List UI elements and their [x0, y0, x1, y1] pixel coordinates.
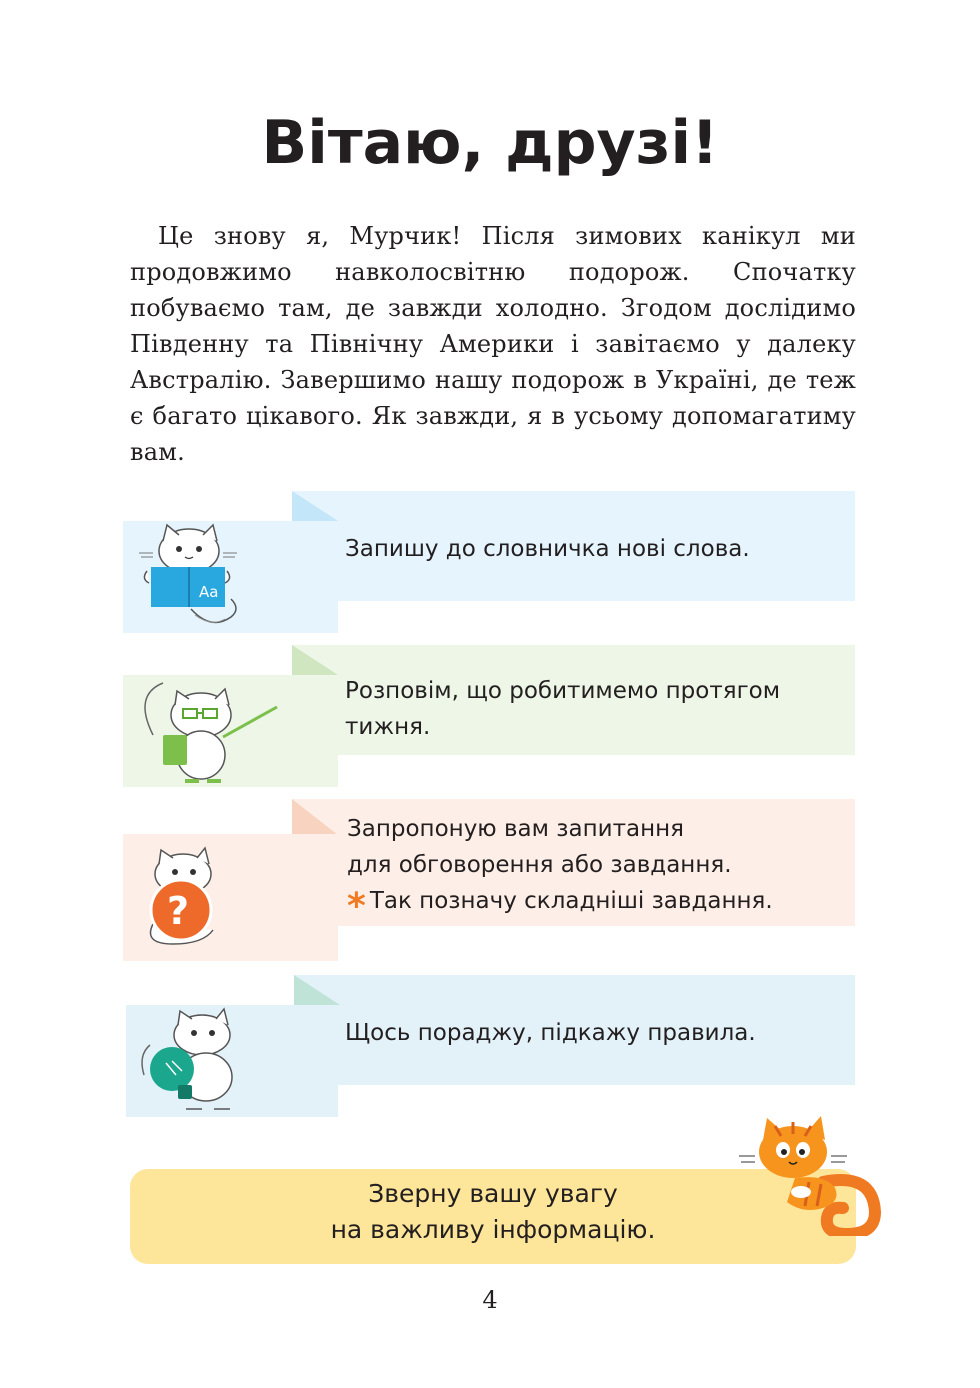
info-block-vocabulary — [123, 491, 855, 633]
info-block-weekly-plan — [123, 645, 855, 787]
block-text-line: Запропоную вам запитання — [347, 816, 685, 842]
info-block-tips — [123, 975, 855, 1117]
svg-text:?: ? — [167, 889, 190, 933]
page-number: 4 — [482, 1286, 498, 1314]
intro-paragraph: Це знову я, Мурчик! Після зимових канікул ми продовжимо навколосвітню подорож. Спочатку побуваємо там, де завжди холодно. Згодом дослідимо Південну та Північну Америки і завітаємо у далеку Австралію. Завершимо нашу подорож в Україні, де теж є багато цікавого. Як завжди, я в усьому допомагатиму вам. — [130, 222, 856, 466]
note-line: на важливу інформацію. — [330, 1215, 656, 1244]
block-text-line: Розповім, що робитимемо протягом — [345, 678, 781, 704]
note-line: Зверну вашу увагу — [368, 1179, 618, 1208]
cat-with-book-icon — [123, 521, 338, 633]
cat-teacher-with-pointer-icon — [123, 675, 338, 787]
block-text-line: Запишу до словничка нові слова. — [345, 536, 750, 562]
cat-with-lightbulb-icon — [126, 1005, 338, 1117]
block-text-line: для обговорення або завдання. — [347, 852, 732, 878]
difficulty-star-icon: * — [347, 886, 366, 927]
page-title: Вітаю, друзі! — [261, 108, 719, 178]
info-block-questions — [123, 799, 855, 961]
orange-cat-icon — [735, 1112, 883, 1236]
cat-with-question-icon — [123, 834, 338, 961]
star-legend-text: Так позначу складніші завдання. — [369, 888, 773, 914]
block-text-line: Щось пораджу, підкажу правила. — [345, 1020, 756, 1046]
svg-text:Aa: Aa — [199, 583, 219, 601]
block-text-line: тижня. — [345, 714, 431, 740]
